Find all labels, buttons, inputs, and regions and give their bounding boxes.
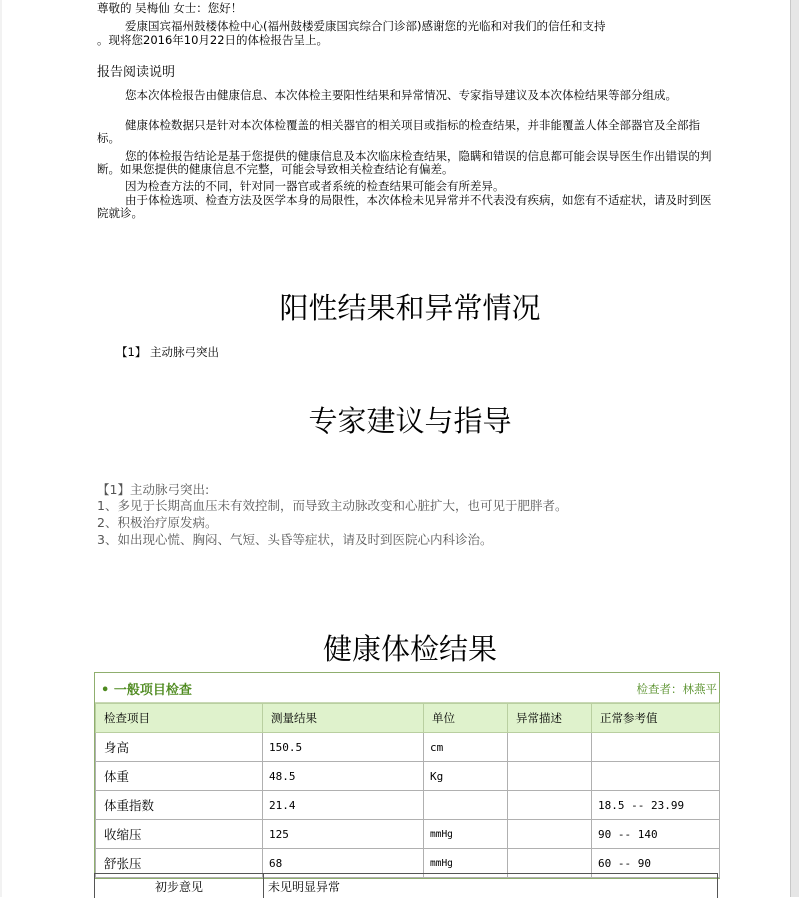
cell-item: 体重 [96, 762, 263, 791]
cell-item: 身高 [96, 733, 263, 762]
column-header-result: 测量结果 [263, 704, 424, 733]
preliminary-opinion-value: 未见明显异常 [268, 880, 341, 894]
advice-line: 3、如出现心慌、胸闷、气短、头昏等症状，请及时到医院心内科诊治。 [97, 532, 493, 547]
results-title: 健康体检结果 [322, 632, 497, 666]
inspector-name: 检查者：林燕平 [636, 682, 717, 696]
expert-advice-title: 专家建议与指导 [308, 404, 512, 438]
cell-item: 收缩压 [96, 820, 263, 849]
cell-abnormal [508, 791, 592, 820]
cell-reference: 18.5 -- 23.99 [592, 791, 720, 820]
cell-result: 21.4 [263, 791, 424, 820]
page-left-edge [0, 0, 2, 897]
advice-line: 2、积极治疗原发病。 [97, 515, 218, 530]
cell-abnormal [508, 733, 592, 762]
cell-unit: cm [424, 733, 508, 762]
general-exam-table-panel [94, 672, 720, 879]
cell-abnormal [508, 820, 592, 849]
table-row [96, 762, 720, 791]
cell-reference [592, 762, 720, 791]
positive-result-item: 【1】 主动脉弓突出 [116, 345, 219, 359]
advice-line: 【1】主动脉弓突出: [97, 482, 210, 497]
general-exam-section-header [95, 673, 719, 703]
table-row [96, 820, 720, 849]
salutation: 尊敬的 吴梅仙 女士：您好！ [97, 1, 243, 15]
column-header-reference: 正常参考值 [592, 704, 720, 733]
table-row [96, 733, 720, 762]
advice-line: 1、多见于长期高血压未有效控制，而导致主动脉改变和心脏扩大，也可见于肥胖者。 [97, 498, 568, 513]
cell-item: 舒张压 [96, 849, 263, 878]
table-row [96, 791, 720, 820]
column-header-unit: 单位 [424, 704, 508, 733]
reading-guide-paragraph-4: 因为检查方法的不同，针对同一器官或者系统的检查结果可能会有所差异。 [125, 179, 505, 193]
table-header-row [96, 704, 720, 733]
cell-item: 体重指数 [96, 791, 263, 820]
column-header-abnormal: 异常描述 [508, 704, 592, 733]
general-exam-section-title: • 一般项目检查 [101, 683, 192, 698]
column-header-item: 检查项目 [96, 704, 263, 733]
reading-guide-title: 报告阅读说明 [97, 65, 176, 80]
cell-unit: mmHg [424, 820, 508, 849]
reading-guide-paragraph-3: 您的体检报告结论是基于您提供的健康信息及本次临床检查结果，隐瞒和错误的信息都可能会误导医生作出错误的判断。如果您提供的健康信息不完整，可能会导致相关检查结论有偏差。 [97, 149, 712, 176]
cell-result: 125 [263, 820, 424, 849]
reading-guide-paragraph-1: 您本次体检报告由健康信息、本次体检主要阳性结果和异常情况、专家指导建议及本次体检结果等部分组成。 [125, 88, 677, 102]
cell-result: 68 [263, 849, 424, 878]
cell-abnormal [508, 762, 592, 791]
positive-results-title: 阳性结果和异常情况 [279, 291, 541, 325]
cell-unit [424, 791, 508, 820]
reading-guide-paragraph-2: 健康体检数据只是针对本次体检覆盖的相关器官的相关项目或指标的检查结果，并非能覆盖人体全部器官及全部指标。 [97, 118, 700, 145]
cell-unit: Kg [424, 762, 508, 791]
general-exam-table [95, 703, 720, 878]
preliminary-opinion-label: 初步意见 [95, 874, 264, 898]
cell-result: 48.5 [263, 762, 424, 791]
cell-unit: mmHg [424, 849, 508, 878]
preliminary-opinion-row [94, 873, 718, 898]
intro-line-2: 。现将您2016年10月22日的体检报告呈上。 [97, 33, 329, 47]
viewer-scrollbar-gutter[interactable] [790, 0, 799, 897]
cell-result: 150.5 [263, 733, 424, 762]
cell-reference: 90 -- 140 [592, 820, 720, 849]
cell-reference [592, 733, 720, 762]
reading-guide-paragraph-5: 由于体检选项、检查方法及医学本身的局限性，本次体检未见异常并不代表没有疾病，如您有不适症状，请及时到医院就诊。 [97, 193, 712, 220]
cell-reference: 60 -- 90 [592, 849, 720, 878]
intro-line-1: 爱康国宾福州鼓楼体检中心(福州鼓楼爱康国宾综合门诊部)感谢您的光临和对我们的信任和支持 [125, 19, 606, 33]
